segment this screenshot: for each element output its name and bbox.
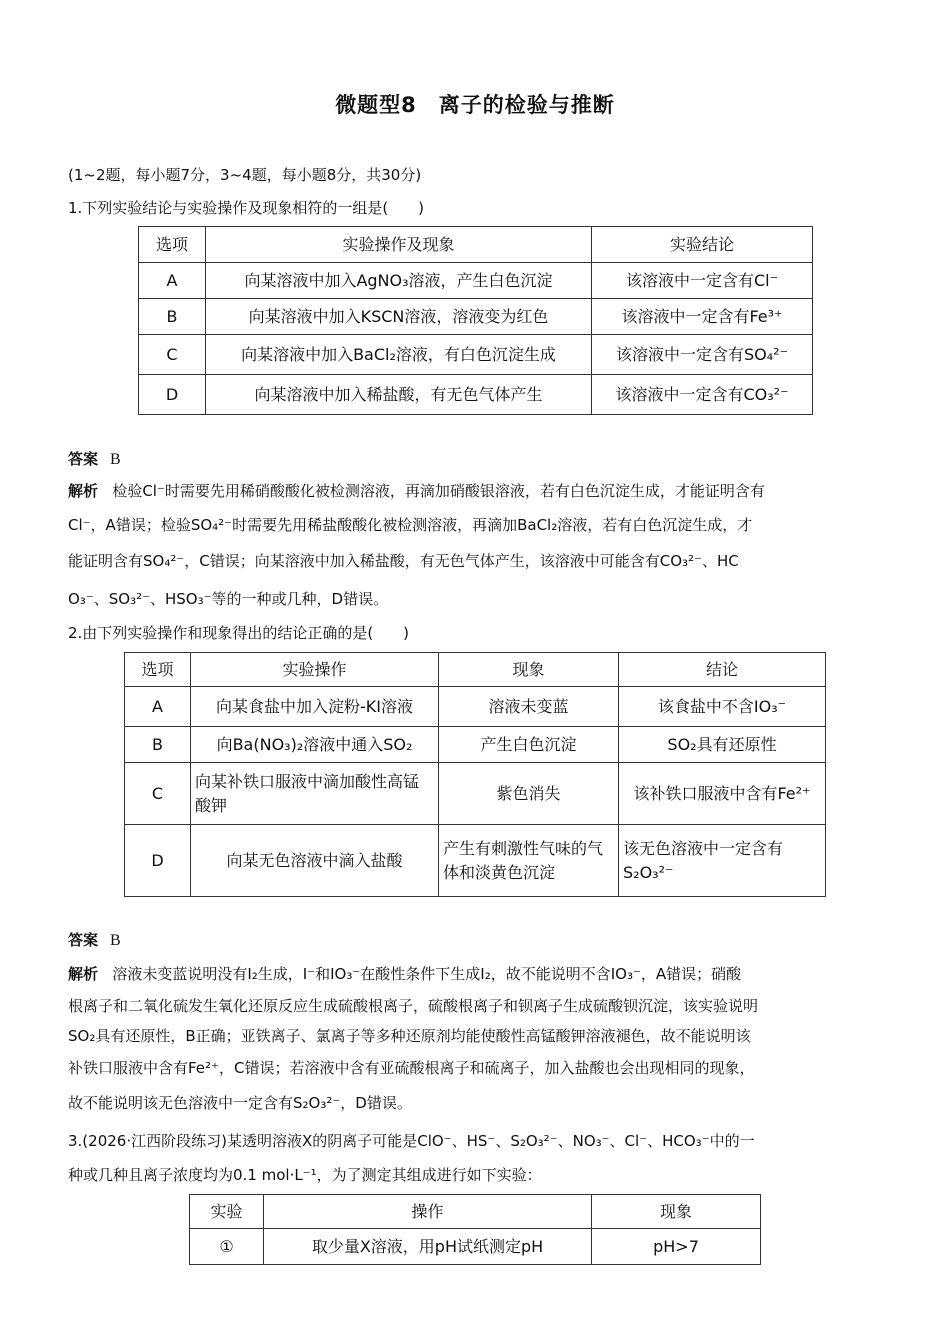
column-header: 现象 <box>592 1195 761 1229</box>
q2-analysis <box>68 962 741 986</box>
column-header: 操作 <box>264 1195 592 1229</box>
q1-answer <box>68 447 121 472</box>
analysis-label: 解析 <box>68 482 99 500</box>
operation-cell: 向某食盐中加入淀粉-KI溶液 <box>191 687 439 727</box>
conclusion-cell: SO₂具有还原性 <box>619 727 826 763</box>
option-cell: B <box>125 727 191 763</box>
phenomenon-cell: 产生白色沉淀 <box>439 727 619 763</box>
table-row <box>139 263 813 299</box>
answer-label: 答案 <box>68 450 99 468</box>
table-row <box>125 825 826 897</box>
conclusion-cell: 该溶液中一定含有SO₄²⁻ <box>592 335 813 375</box>
analysis-line: SO₂具有还原性，B正确；亚铁离子、氯离子等多种还原剂均能使酸性高锰酸钾溶液褪色，故不能说明该 <box>68 1027 751 1045</box>
answer-label: 答案 <box>68 931 99 949</box>
score-note: (1~2题，每小题7分，3~4题，每小题8分，共30分) <box>68 166 422 184</box>
conclusion-cell: 该无色溶液中一定含有S₂O₃²⁻ <box>619 825 826 897</box>
option-cell: C <box>139 335 206 375</box>
option-cell: D <box>125 825 191 897</box>
column-header: 现象 <box>439 653 619 687</box>
column-header: 选项 <box>139 227 206 263</box>
operation-cell: 向某溶液中加入AgNO₃溶液，产生白色沉淀 <box>206 263 592 299</box>
table-header-row <box>190 1195 761 1229</box>
table-row <box>125 727 826 763</box>
q1-analysis <box>68 479 765 503</box>
q3-table <box>189 1194 761 1265</box>
column-header: 实验结论 <box>592 227 813 263</box>
column-header: 实验操作 <box>191 653 439 687</box>
q2-stem: 2.由下列实验操作和现象得出的结论正确的是( ) <box>68 624 410 642</box>
column-header: 结论 <box>619 653 826 687</box>
phenomenon-cell: 产生有刺激性气味的气体和淡黄色沉淀 <box>439 825 619 897</box>
answer-value: B <box>110 451 121 468</box>
column-header: 实验操作及现象 <box>206 227 592 263</box>
operation-cell: 向某补铁口服液中滴加酸性高锰酸钾 <box>191 763 439 825</box>
analysis-line: 能证明含有SO₄²⁻，C错误；向某溶液中加入稀盐酸，有无色气体产生，该溶液中可能含有CO₃²⁻、HC <box>68 552 739 570</box>
q1-stem: 1.下列实验结论与实验操作及现象相符的一组是( ) <box>68 199 425 217</box>
conclusion-cell: 该溶液中一定含有CO₃²⁻ <box>592 375 813 415</box>
option-cell: D <box>139 375 206 415</box>
table-row <box>125 763 826 825</box>
conclusion-cell: 该食盐中不含IO₃⁻ <box>619 687 826 727</box>
operation-cell: 向某无色溶液中滴入盐酸 <box>191 825 439 897</box>
analysis-line: O₃⁻、SO₃²⁻、HSO₃⁻等的一种或几种，D错误。 <box>68 590 389 608</box>
q2-answer <box>68 928 121 953</box>
conclusion-cell: 该溶液中一定含有Cl⁻ <box>592 263 813 299</box>
answer-value: B <box>110 932 121 949</box>
table-header-row <box>125 653 826 687</box>
option-cell: A <box>125 687 191 727</box>
option-cell: C <box>125 763 191 825</box>
operation-cell: 向某溶液中加入KSCN溶液，溶液变为红色 <box>206 299 592 335</box>
analysis-line: 检验Cl⁻时需要先用稀硝酸酸化被检测溶液，再滴加硝酸银溶液，若有白色沉淀生成，才能证明含有 <box>112 482 765 500</box>
q3-stem-line: 种或几种且离子浓度均为0.1 mol·L⁻¹，为了测定其组成进行如下实验： <box>68 1166 542 1184</box>
operation-cell: 取少量X溶液，用pH试纸测定pH <box>264 1229 592 1265</box>
analysis-line: Cl⁻，A错误；检验SO₄²⁻时需要先用稀盐酸酸化被检测溶液，再滴加BaCl₂溶液，若有白色沉淀生成，才 <box>68 516 753 534</box>
q3-stem-line: 3.(2026·江西阶段练习)某透明溶液X的阴离子可能是ClO⁻、HS⁻、S₂O₃²⁻、NO₃⁻、Cl⁻、HCO₃⁻中的一 <box>68 1132 755 1150</box>
column-header: 选项 <box>125 653 191 687</box>
analysis-line: 故不能说明该无色溶液中一定含有S₂O₃²⁻，D错误。 <box>68 1094 412 1112</box>
operation-cell: 向某溶液中加入稀盐酸，有无色气体产生 <box>206 375 592 415</box>
operation-cell: 向Ba(NO₃)₂溶液中通入SO₂ <box>191 727 439 763</box>
table-row <box>139 299 813 335</box>
operation-cell: 向某溶液中加入BaCl₂溶液，有白色沉淀生成 <box>206 335 592 375</box>
table-row <box>125 687 826 727</box>
table-row <box>139 335 813 375</box>
analysis-label: 解析 <box>68 965 99 983</box>
analysis-line: 溶液未变蓝说明没有I₂生成，I⁻和IO₃⁻在酸性条件下生成I₂，故不能说明不含IO₃⁻，A错误；硝酸 <box>112 965 742 983</box>
analysis-line: 补铁口服液中含有Fe²⁺，C错误；若溶液中含有亚硫酸根离子和硫离子，加入盐酸也会出现相同的现象， <box>68 1059 755 1077</box>
table-header-row <box>139 227 813 263</box>
phenomenon-cell: pH>7 <box>592 1229 761 1265</box>
column-header: 实验 <box>190 1195 264 1229</box>
q2-table <box>124 652 826 897</box>
q1-table <box>138 226 813 415</box>
table-row <box>190 1229 761 1265</box>
option-cell: A <box>139 263 206 299</box>
phenomenon-cell: 溶液未变蓝 <box>439 687 619 727</box>
analysis-line: 根离子和二氧化硫发生氧化还原反应生成硫酸根离子，硫酸根离子和钡离子生成硫酸钡沉淀，该实验说明 <box>68 997 759 1015</box>
experiment-number-cell: ① <box>190 1229 264 1265</box>
conclusion-cell: 该溶液中一定含有Fe³⁺ <box>592 299 813 335</box>
page-title: 微题型8 离子的检验与推断 <box>335 93 615 117</box>
table-row <box>139 375 813 415</box>
phenomenon-cell: 紫色消失 <box>439 763 619 825</box>
conclusion-cell: 该补铁口服液中含有Fe²⁺ <box>619 763 826 825</box>
option-cell: B <box>139 299 206 335</box>
